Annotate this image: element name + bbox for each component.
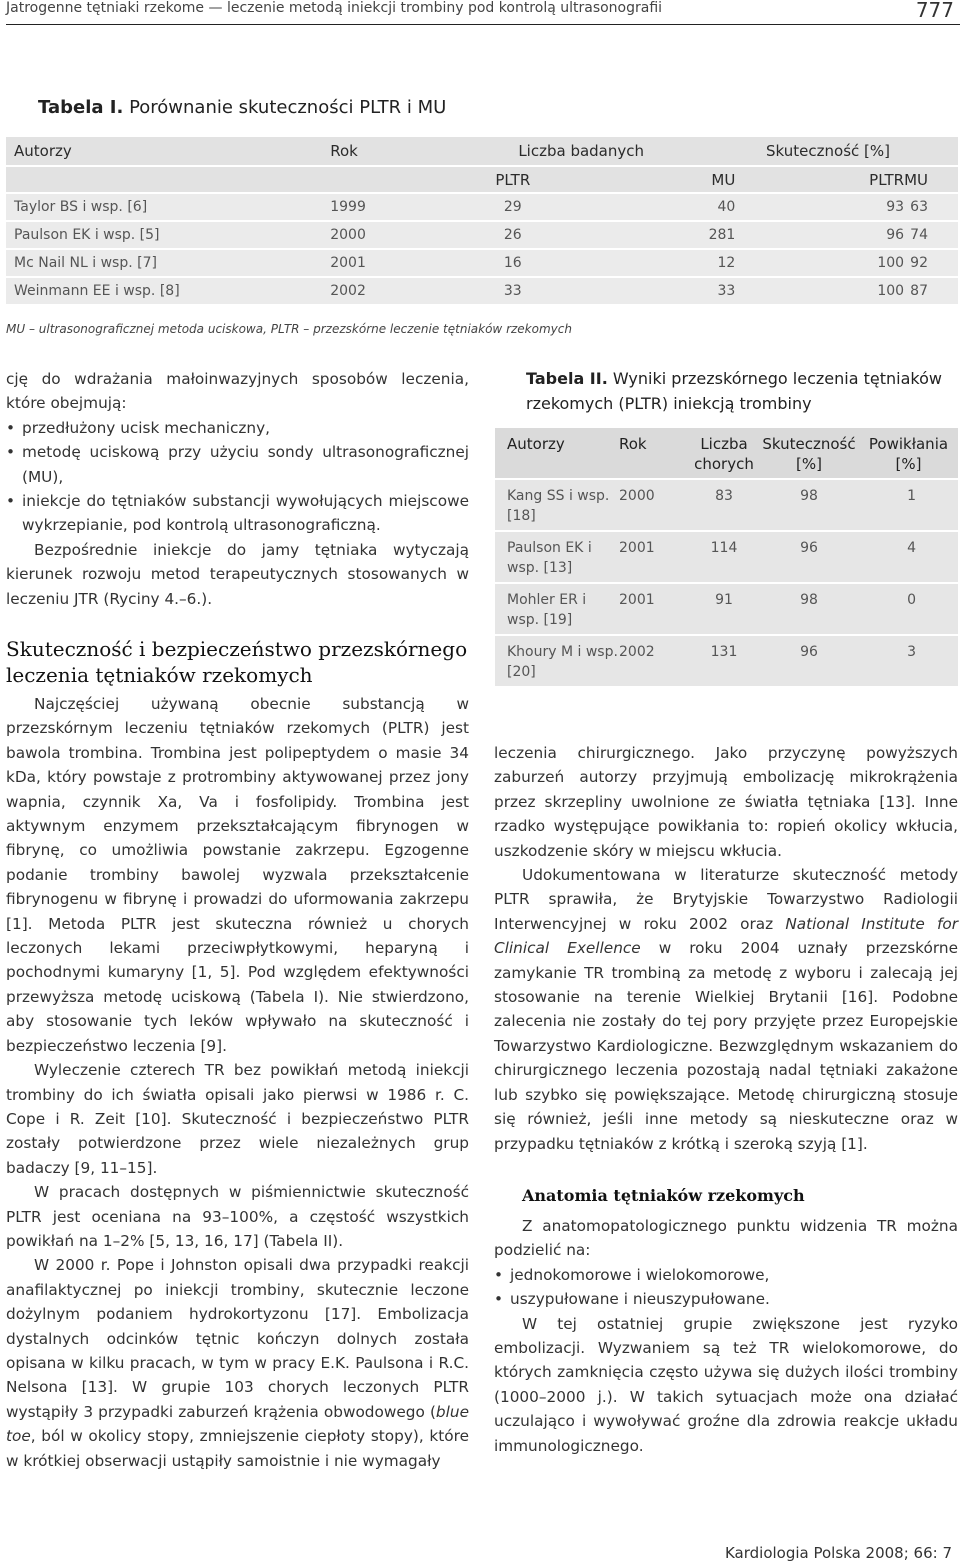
right-column-body xyxy=(494,741,958,1156)
table1-head-efficacy: Skuteczność [%] xyxy=(735,137,958,166)
table2-cell: 4 xyxy=(859,531,958,583)
table2-cell: 96 xyxy=(759,635,859,687)
paragraph xyxy=(494,863,958,1156)
table2-cell: 114 xyxy=(689,531,759,583)
table1-cell: 92 xyxy=(904,249,958,277)
table2-cell: 0 xyxy=(859,583,958,635)
journal-footer: Kardiologia Polska 2008; 66: 7 xyxy=(724,1544,952,1562)
table1-cell: 281 xyxy=(567,221,735,249)
table1-cell: 2000 xyxy=(270,221,458,249)
table2-head-year: Rok xyxy=(619,428,689,479)
table1-footnote: MU – ultrasonograficznej metoda uciskowa, PLTR – przezskórne leczenie tętniaków rzekomych xyxy=(6,322,572,336)
table1-cell: 2001 xyxy=(270,249,458,277)
paragraph: leczenia chirurgicznego. Jako przyczynę powyższych zaburzeń autorzy przyjmują embolizację mikrokrążenia przez skrzepliny uwolnione ze światła tętniaka [13]. Inne rzadko występujące powikłania to: ropień okolicy wkłucia, uszkodzenie skóry w miejscu wkłucia. xyxy=(494,744,958,860)
table1-cell: 29 xyxy=(458,193,567,221)
paragraph: Bezpośrednie iniekcje do jamy tętniaka wytyczają kierunek rozwoju metod terapeutycznych stosowanych w leczeniu JTR (Ryciny 4.–6.). xyxy=(6,540,469,608)
table2-cell: 91 xyxy=(689,583,759,635)
table2-cell: 98 xyxy=(759,583,859,635)
subsection-heading: Anatomia tętniaków rzekomych xyxy=(522,1186,805,1205)
table1-cell: 2002 xyxy=(270,277,458,305)
table2-cell: Khoury M i wsp. [20] xyxy=(495,635,619,687)
table-row xyxy=(495,531,958,583)
table1-cell: 100 xyxy=(735,277,904,305)
table1-header-row xyxy=(6,137,958,166)
list-item: • przedłużony ucisk mechaniczny, xyxy=(6,416,469,440)
list-item: • iniekcje do tętniaków substancji wywołujących miejscowe wykrzepianie, pod kontrolą ultrasonograficzną. xyxy=(6,489,469,538)
table2 xyxy=(495,428,958,688)
table2-caption xyxy=(526,366,946,416)
table2-cell: 2000 xyxy=(619,479,689,531)
table1-cell: 12 xyxy=(567,249,735,277)
italic-term: National Institute for Clinical Exellence xyxy=(494,914,958,958)
table1-cell: Paulson EK i wsp. [5] xyxy=(6,221,270,249)
table-row xyxy=(6,193,958,221)
table1-caption xyxy=(38,97,446,118)
paragraph: Najczęściej używaną obecnie substancją w przezskórnym leczeniu tętniaków rzekomych (PLTR) jest bawola trombina. Trombina jest polipeptydem o masie 34 kDa, który powstaje z protrombiny aktywowanej przez jony wapnia, czynnik Xa, Va i fosfolipidy. Trombina jest aktywnym enzymem przekształcającym fibrynogen w fibrynę, co umożliwia powstanie zakrzepu. Egzogenne podanie trombiny bawolej wyzwala przekształcenie fibrynogenu w fibrynę i prowadzi do uformowania zakrzepu [1]. Metoda PLTR jest skuteczna również u chorych leczonych lekami przeciwpłytkowymi, heparyną i pochodnymi kumaryny [1, 5]. Pod względem efektywności przewyższa metodę uciskową (Tabela I). Nie stwierdzono, aby stosowanie tych leków wpływało na skuteczność i bezpieczeństwo leczenia [9]. xyxy=(6,695,469,1055)
table1-cell: 93 xyxy=(735,193,904,221)
table1-cell: 33 xyxy=(567,277,735,305)
table1-cell: Mc Nail NL i wsp. [7] xyxy=(6,249,270,277)
table1-sub-mu-eff: MU xyxy=(904,166,958,193)
italic-term: blue toe xyxy=(6,1402,469,1446)
table2-cell: 131 xyxy=(689,635,759,687)
table2-cell: 1 xyxy=(859,479,958,531)
right-column-bottom xyxy=(494,1214,958,1458)
table2-label: Tabela II. xyxy=(526,369,608,388)
paragraph: cję do wdrażania małoinwazyjnych sposobów leczenia, które obejmują: xyxy=(6,370,469,413)
table2-cell: Mohler ER i wsp. [19] xyxy=(495,583,619,635)
list-item: • metodę uciskową przy użyciu sondy ultrasonograficznej (MU), xyxy=(6,440,469,489)
bullet-list xyxy=(494,1263,958,1312)
table1-cell: 63 xyxy=(904,193,958,221)
paragraph: Z anatomopatologicznego punktu widzenia TR można podzielić na: xyxy=(494,1217,958,1260)
table2-head-patients: Liczba chorych xyxy=(689,428,759,479)
table2-cell: 83 xyxy=(689,479,759,531)
table1-cell: 26 xyxy=(458,221,567,249)
table1-label: Tabela I. xyxy=(38,97,124,118)
table1-cell: 100 xyxy=(735,249,904,277)
table-row xyxy=(6,277,958,305)
paragraph: W tej ostatniej grupie zwiększone jest ryzyko embolizacji. Wyzwaniem są też TR wielokomorowe, do których zamknięcia często używa się dużych ilości trombiny (1000–2000 j.). W takich sytuacjach może ona działać uczulająco i wywoływać groźne dla zdrowia reakcje układu immunologicznego. xyxy=(494,1314,958,1455)
table1-head-count: Liczba badanych xyxy=(458,137,735,166)
header-rule xyxy=(6,24,960,25)
section-heading: Skuteczność i bezpieczeństwo przezskórnego leczenia tętniaków rzekomych xyxy=(6,637,468,687)
table-row xyxy=(6,249,958,277)
paragraph: W pracach dostępnych w piśmiennictwie skuteczność PLTR jest oceniana na 93–100%, a częstość wszystkich powikłań na 1–2% [5, 13, 16, 17] (Tabela II). xyxy=(6,1183,469,1250)
bullet-list xyxy=(6,416,469,538)
table2-cell: 2001 xyxy=(619,583,689,635)
table2-cell: Paulson EK i wsp. [13] xyxy=(495,531,619,583)
table2-cell: 2002 xyxy=(619,635,689,687)
left-column-top xyxy=(6,367,469,611)
table-row xyxy=(495,583,958,635)
table1-head-authors: Autorzy xyxy=(6,137,270,166)
table1-cell: Taylor BS i wsp. [6] xyxy=(6,193,270,221)
table1-cell: Weinmann EE i wsp. [8] xyxy=(6,277,270,305)
table2-cell: 98 xyxy=(759,479,859,531)
table2-cell: 96 xyxy=(759,531,859,583)
table1-cell: 1999 xyxy=(270,193,458,221)
table1-cell: 96 xyxy=(735,221,904,249)
table1-sub-pltr-eff: PLTR xyxy=(735,166,904,193)
table-row xyxy=(6,221,958,249)
table2-head-complications: Powikłania [%] xyxy=(859,428,958,479)
table2-head-authors: Autorzy xyxy=(495,428,619,479)
table1-cell: 33 xyxy=(458,277,567,305)
text-run: W 2000 r. Pope i Johnston opisali dwa przypadki reakcji anafilaktycznej po iniekcji trombiny, skutecznie leczone dożylnym podaniem hydrokortyzonu [17]. Embolizacja dystalnych odcinków tętnic kończyn dolnych została opisana w kilku pracach, w tym w pracy E.K. Paulsona i R.C. Nelsona [13]. W grupie 103 chorych leczonych PLTR wystąpiły 3 przypadki zaburzeń krążenia obwodowego ( xyxy=(6,1256,469,1421)
running-header xyxy=(6,0,960,26)
table2-cell: 2001 xyxy=(619,531,689,583)
page-number: 777 xyxy=(915,0,954,22)
table-row xyxy=(495,635,958,687)
table1-cell: 40 xyxy=(567,193,735,221)
left-column-body xyxy=(6,692,469,1473)
table1-sub-pltr-count: PLTR xyxy=(458,166,567,193)
table1-sub-mu-count: MU xyxy=(567,166,735,193)
paragraph xyxy=(6,1253,469,1473)
list-item: • uszypułowane i nieuszypułowane. xyxy=(494,1287,958,1311)
table1-cell: 87 xyxy=(904,277,958,305)
table2-header-row xyxy=(495,428,958,479)
table1 xyxy=(6,137,958,306)
text-run: Udokumentowana w literaturze skuteczność metody PLTR sprawiła, że Brytyjskie Towarzystwo Radiologii Interwencyjnej w roku 2002 oraz xyxy=(494,866,958,933)
table2-cell: 3 xyxy=(859,635,958,687)
text-run: , ból w okolicy stopy, zmniejszenie ciepłoty stopy), które w krótkiej obserwacji ustąpiły samoistnie i nie wymagały xyxy=(6,1427,469,1470)
running-title: Jatrogenne tętniaki rzekome — leczenie metodą iniekcji trombiny pod kontrolą ultrasonografii xyxy=(6,0,663,16)
table2-head-efficacy: Skuteczność [%] xyxy=(759,428,859,479)
table2-title: Wyniki przezskórnego leczenia tętniaków rzekomych (PLTR) iniekcją trombiny xyxy=(526,369,942,413)
table1-cell: 74 xyxy=(904,221,958,249)
table1-subheader-row xyxy=(6,166,958,193)
list-item: • jednokomorowe i wielokomorowe, xyxy=(494,1263,958,1287)
table1-title: Porównanie skuteczności PLTR i MU xyxy=(129,97,447,118)
text-run: w roku 2004 uznały przezskórne zamykanie TR trombiną za metodę z wyboru i zalecają jej stosowanie na terenie Wielkiej Brytanii [16]. Podobne zalecenia nie zostały do tej pory przyjęte przez Europejskie Towarzystwo Kardiologiczne. Bezwzględnym wskazaniem do chirurgicznego leczenia pozostają nadal tętniaki zakażone lub szybko się powiększające. Metodę chirurgiczną stosuje się również, jeśli inne metody są nieskuteczne oraz w przypadku tętniaków z krótką i szeroką szyją [1]. xyxy=(494,939,958,1153)
paragraph: Wyleczenie czterech TR bez powikłań metodą iniekcji trombiny do ich światła opisali jako pierwsi w 1986 r. C. Cope i R. Zeit [10]. Skuteczność i bezpieczeństwo PLTR zostały potwierdzone przez wiele niezależnych grup badaczy [9, 11–15]. xyxy=(6,1061,469,1177)
table2-cell: Kang SS i wsp. [18] xyxy=(495,479,619,531)
table1-cell: 16 xyxy=(458,249,567,277)
table-row xyxy=(495,479,958,531)
table1-head-year: Rok xyxy=(270,137,458,166)
